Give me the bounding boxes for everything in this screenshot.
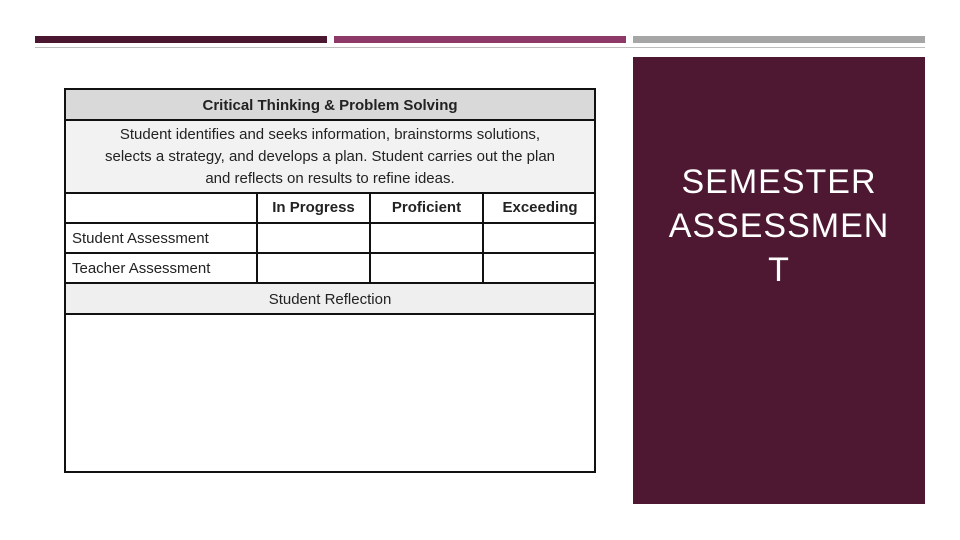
slide-title-line-3: T bbox=[768, 251, 790, 289]
rating-cell[interactable] bbox=[482, 224, 596, 252]
header-empty-cell bbox=[66, 194, 256, 222]
description-line-3: and reflects on results to refine ideas. bbox=[205, 170, 455, 187]
column-header: Proficient bbox=[391, 199, 462, 216]
header-cell-exceeding bbox=[482, 194, 596, 222]
rubric-table bbox=[64, 88, 596, 473]
rubric-title-row bbox=[66, 90, 594, 121]
rating-cell[interactable] bbox=[256, 224, 369, 252]
rubric-header-row bbox=[66, 194, 594, 224]
rating-cell[interactable] bbox=[256, 254, 369, 282]
description-line-1: Student identifies and seeks information, brainstorms solutions, bbox=[119, 126, 541, 143]
reflection-header-row bbox=[66, 284, 594, 315]
rubric-description-row bbox=[66, 121, 594, 194]
divider-rule bbox=[35, 47, 925, 48]
row-label-cell bbox=[66, 254, 256, 282]
accent-bar-2 bbox=[334, 36, 626, 43]
rubric-title: Critical Thinking & Problem Solving bbox=[202, 97, 458, 114]
row-label: Teacher Assessment bbox=[72, 260, 211, 277]
header-cell-proficient bbox=[369, 194, 482, 222]
reflection-label: Student Reflection bbox=[268, 291, 392, 308]
rating-cell[interactable] bbox=[369, 254, 482, 282]
column-header: In Progress bbox=[272, 199, 355, 216]
column-header: Exceeding bbox=[502, 199, 578, 216]
rubric-description bbox=[66, 121, 594, 190]
slide-title-line-2: ASSESSMEN bbox=[668, 207, 890, 245]
table-row bbox=[66, 254, 594, 284]
reflection-area[interactable] bbox=[66, 315, 594, 471]
rating-cell[interactable] bbox=[369, 224, 482, 252]
description-line-2: selects a strategy, and develops a plan. Student carries out the plan bbox=[105, 148, 555, 165]
slide-title-line-1: SEMESTER bbox=[681, 163, 877, 201]
accent-bar-3 bbox=[633, 36, 925, 43]
row-label-cell bbox=[66, 224, 256, 252]
title-panel bbox=[633, 57, 925, 504]
slide-title bbox=[633, 160, 925, 292]
table-row bbox=[66, 224, 594, 254]
rating-cell[interactable] bbox=[482, 254, 596, 282]
row-label: Student Assessment bbox=[72, 230, 209, 247]
header-cell-in-progress bbox=[256, 194, 369, 222]
accent-bar-1 bbox=[35, 36, 327, 43]
